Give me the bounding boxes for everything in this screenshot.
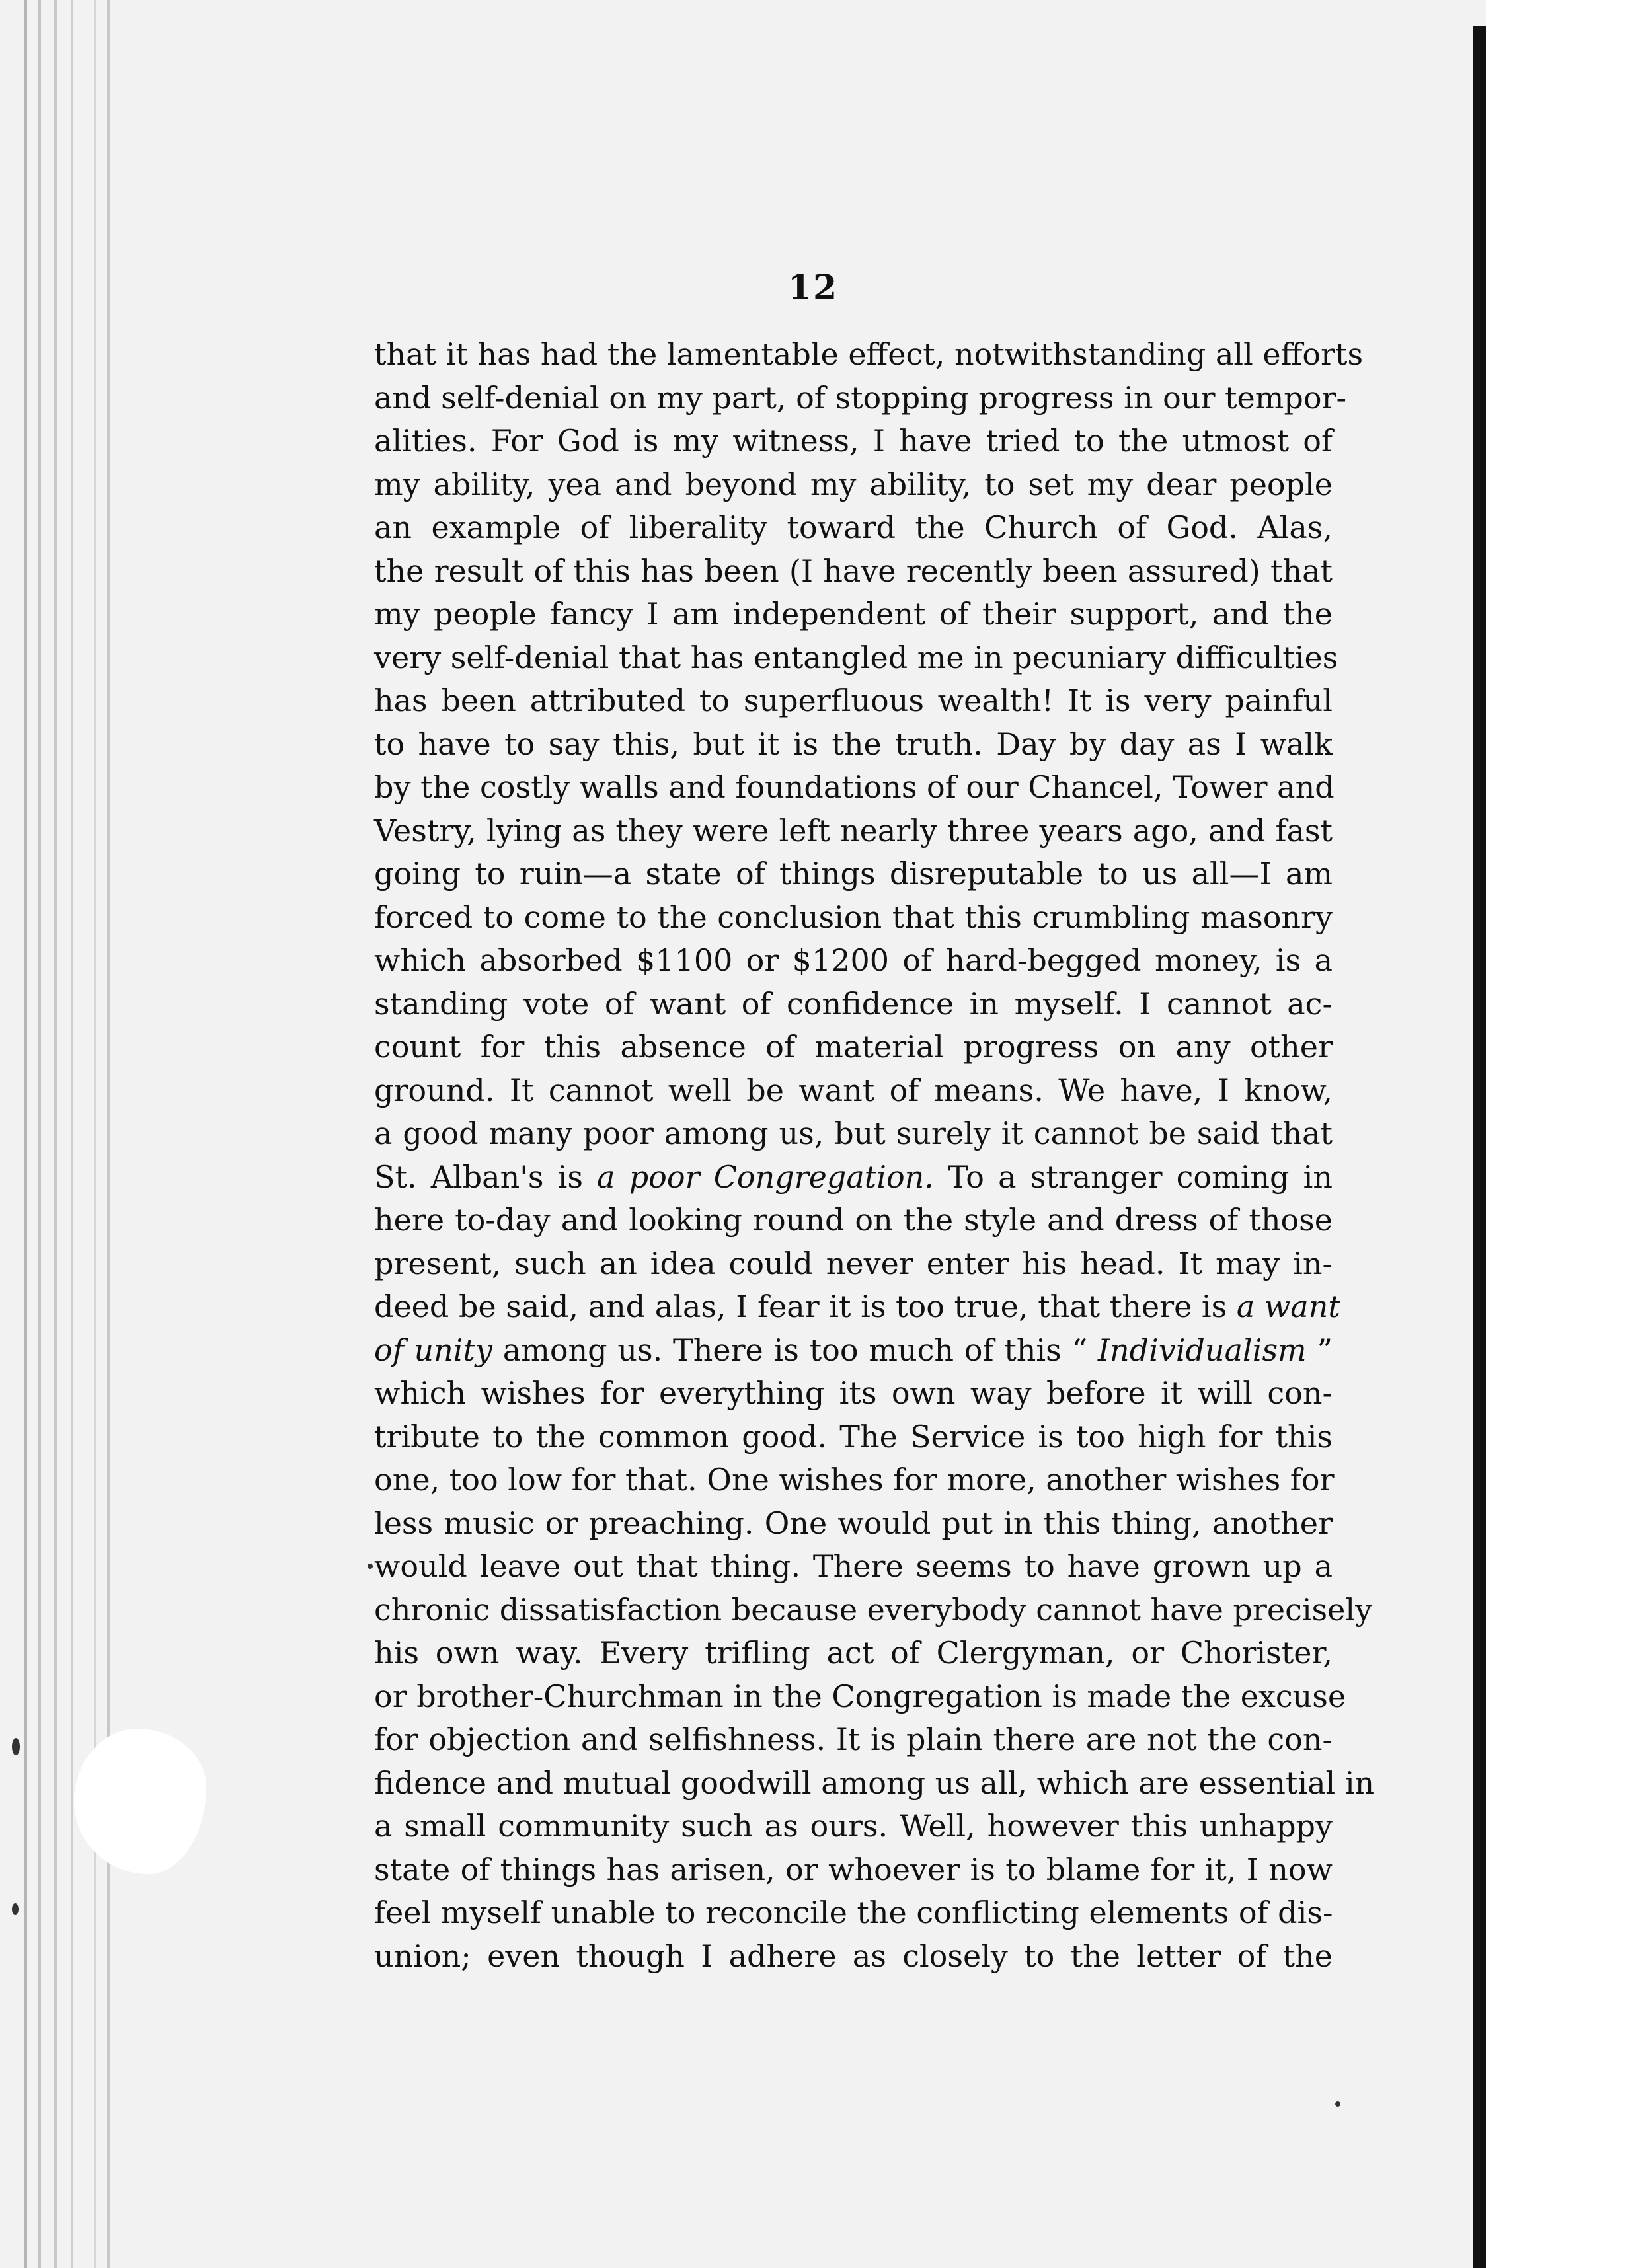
text-line: an example of liberality toward the Church of God. Alas,	[374, 510, 1333, 545]
text-line: present, such an idea could never enter his head. It may in-	[374, 1245, 1333, 1281]
text-line: feel myself unable to reconcile the conflicting elements of dis-	[374, 1895, 1333, 1930]
text-line: for objection and selfishness. It is plain there are not the con-	[374, 1721, 1333, 1757]
text-line: tribute to the common good. The Service is too high for this	[374, 1418, 1333, 1455]
text-run: To a stranger coming in	[933, 1158, 1333, 1195]
italic-phrase: a poor Congregation.	[597, 1158, 934, 1195]
speck	[368, 1564, 373, 1569]
text-line: has been attributed to superfluous wealth! It is very painful	[374, 683, 1333, 718]
text-line: a small community such as ours. Well, however this unhappy	[374, 1808, 1333, 1844]
text-line: ground. It cannot well be want of means. We have, I know,	[374, 1072, 1333, 1108]
text-line: fidence and mutual goodwill among us all, which are essential in	[374, 1764, 1375, 1801]
page-number: 12	[787, 268, 839, 308]
page-edge	[94, 0, 96, 2268]
text-line: state of things has arisen, or whoever is to blame for it, I now	[374, 1851, 1333, 1887]
body-text	[374, 333, 1375, 1978]
text-line: that it has had the lamentable effect, notwithstanding all efforts	[374, 336, 1364, 372]
text-line: and self-denial on my part, of stopping progress in our tempor-	[374, 379, 1347, 416]
text-line: which wishes for everything its own way before it will con-	[374, 1375, 1333, 1411]
text-line: would leave out that thing. There seems to have grown up a	[374, 1548, 1333, 1584]
text-line: or brother-Churchman in the Congregation is made the excuse	[374, 1678, 1346, 1714]
speck	[12, 1738, 20, 1755]
text-line: chronic dissatisfaction because everybody cannot have precisely	[374, 1591, 1373, 1628]
text-line: less music or preaching. One would put in this thing, another	[374, 1505, 1333, 1541]
page-edge	[71, 0, 73, 2268]
text-line: a good many poor among us, but surely it cannot be said that	[374, 1115, 1333, 1151]
speck	[1335, 2101, 1340, 2107]
text-run: ”	[1306, 1332, 1333, 1368]
text-run: deed be said, and alas, I fear it is too true, that there is	[374, 1289, 1237, 1324]
text-line: standing vote of want of confidence in myself. I cannot ac-	[374, 985, 1333, 1022]
text-line: by the costly walls and foundations of our Chancel, Tower and	[374, 769, 1335, 805]
text-line: here to-day and looking round on the style and dress of those	[374, 1202, 1333, 1238]
text-line: which absorbed $1100 or $1200 of hard-begged money, is a	[374, 942, 1333, 978]
italic-phrase: a want	[1236, 1289, 1340, 1324]
text-line: his own way. Every trifling act of Clergyman, or Chorister,	[374, 1635, 1333, 1671]
text-line-italic	[374, 1285, 1340, 1329]
text-line: my ability, yea and beyond my ability, to set my dear people	[374, 466, 1333, 502]
text-line: the result of this has been (I have recently been assured) that	[374, 552, 1333, 589]
text-line-italic	[374, 1329, 1333, 1373]
text-line: very self-denial that has entangled me in pecuniary difficulties	[374, 639, 1338, 675]
text-line: going to ruin—a state of things disreputable to us all—I am	[374, 856, 1333, 891]
italic-phrase: Individualism	[1097, 1332, 1307, 1368]
text-run: St. Alban's is	[374, 1158, 598, 1195]
text-line-italic	[374, 1156, 1333, 1199]
page-edge	[38, 0, 41, 2268]
facing-page-edge	[1486, 0, 1626, 2268]
text-line: Vestry, lying as they were left nearly three years ago, and fast	[374, 812, 1333, 849]
italic-phrase: of unity	[374, 1332, 492, 1368]
speck	[12, 1903, 19, 1915]
text-line: my people fancy I am independent of their support, and the	[374, 596, 1333, 632]
text-line: forced to come to the conclusion that this crumbling masonry	[374, 899, 1333, 935]
text-line: count for this absence of material progress on any other	[374, 1029, 1333, 1065]
page-edge	[54, 0, 57, 2268]
page-edge	[24, 0, 27, 2268]
text-line: to have to say this, but it is the truth. Day by day as I walk	[374, 726, 1333, 762]
book-gutter	[1473, 26, 1486, 2268]
text-line: alities. For God is my witness, I have tried to the utmost of	[374, 423, 1333, 459]
text-line: union; even though I adhere as closely to the letter of the	[374, 1938, 1333, 1974]
text-run: among us. There is too much of this “	[492, 1332, 1098, 1368]
page-edge	[107, 0, 110, 2268]
text-line: one, too low for that. One wishes for more, another wishes for	[374, 1462, 1335, 1497]
